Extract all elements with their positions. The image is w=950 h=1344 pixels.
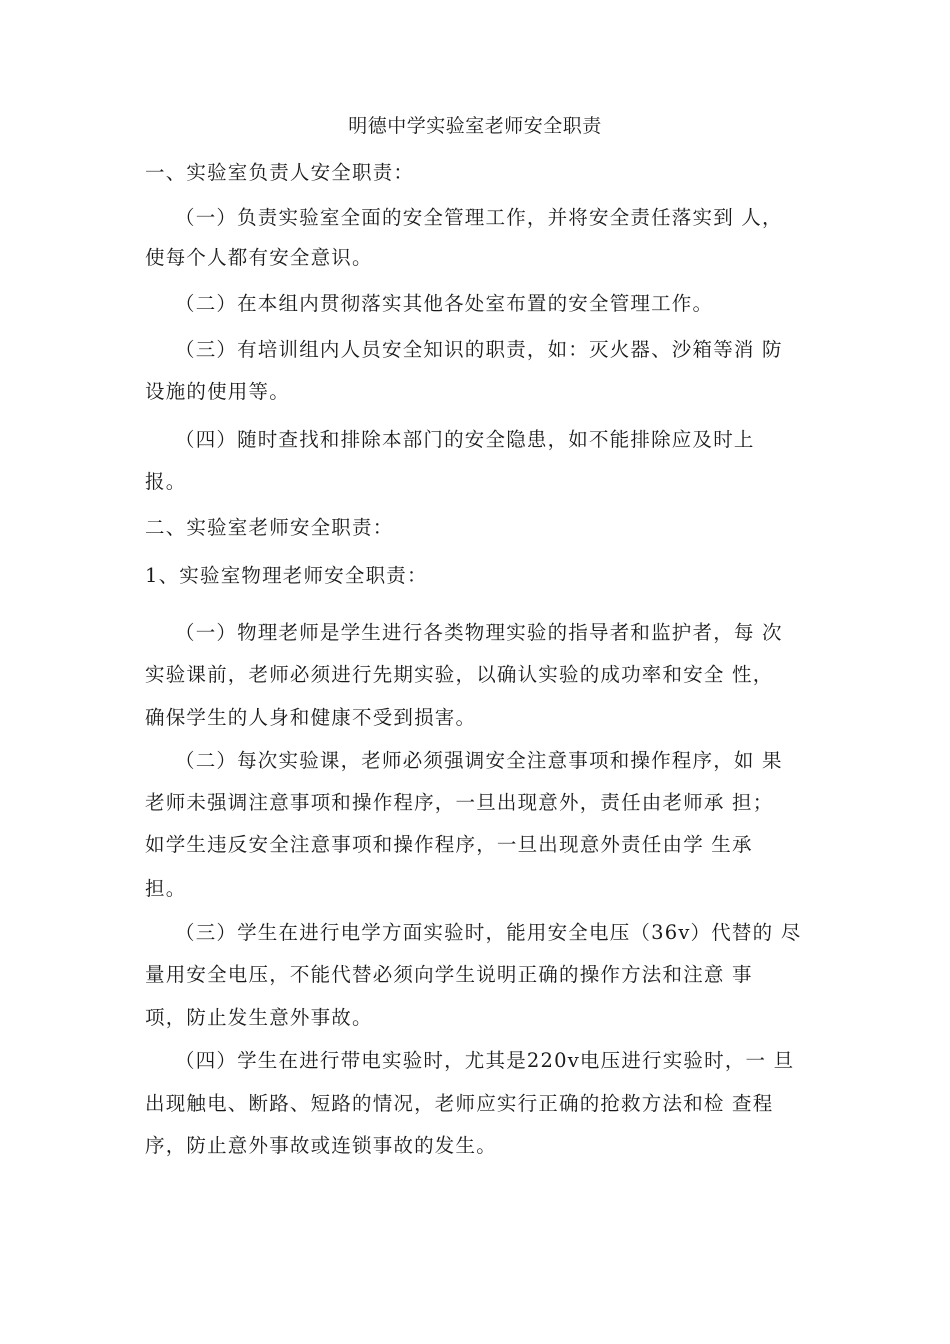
paragraph-line: （三）有培训组内人员安全知识的职责，如：灭火器、沙箱等消 防 [175,338,783,361]
paragraph-line: 量用安全电压，不能代替必须向学生说明正确的操作方法和注意 事 [145,963,753,986]
paragraph-line: （二）每次实验课，老师必须强调安全注意事项和操作程序，如 果 [175,749,783,772]
paragraph-line: 报。 [145,470,187,493]
paragraph-line: 如学生违反安全注意事项和操作程序，一旦出现意外责任由学 生承 [145,833,753,856]
document-title: 明德中学实验室老师安全职责 [348,115,602,137]
section-heading: 二、实验室老师安全职责： [145,516,394,539]
paragraph-line: 确保学生的人身和健康不受到损害。 [145,706,477,729]
paragraph-line: （四）学生在进行带电实验时，尤其是220v电压进行实验时，一 旦 [175,1049,795,1072]
paragraph-line: 出现触电、断路、短路的情况，老师应实行正确的抢救方法和检 查程 [145,1092,774,1115]
paragraph-line: 设施的使用等。 [145,380,290,403]
paragraph-line: （三）学生在进行电学方面实验时，能用安全电压（36v）代替的 尽 [175,921,802,944]
section-heading: 一、实验室负责人安全职责： [145,161,415,184]
paragraph-line: 担。 [145,877,187,900]
paragraph-line: 实验课前，老师必须进行先期实验，以确认实验的成功率和安全 性， [145,663,774,686]
subsection-heading: 1、实验室物理老师安全职责： [145,564,428,587]
paragraph-line: 序，防止意外事故或连锁事故的发生。 [145,1134,497,1157]
paragraph-line: 项，防止发生意外事故。 [145,1006,373,1029]
paragraph-line: （一）负责实验室全面的安全管理工作，并将安全责任落实到 人， [175,206,783,229]
paragraph-line: （二）在本组内贯彻落实其他各处室布置的安全管理工作。 [175,292,714,315]
paragraph-line: 老师未强调注意事项和操作程序，一旦出现意外，责任由老师承 担； [145,791,774,814]
paragraph-line: （一）物理老师是学生进行各类物理实验的指导者和监护者，每 次 [175,621,783,644]
paragraph-line: 使每个人都有安全意识。 [145,246,373,269]
paragraph-line: （四）随时查找和排除本部门的安全隐患，如不能排除应及时上 [175,428,755,451]
